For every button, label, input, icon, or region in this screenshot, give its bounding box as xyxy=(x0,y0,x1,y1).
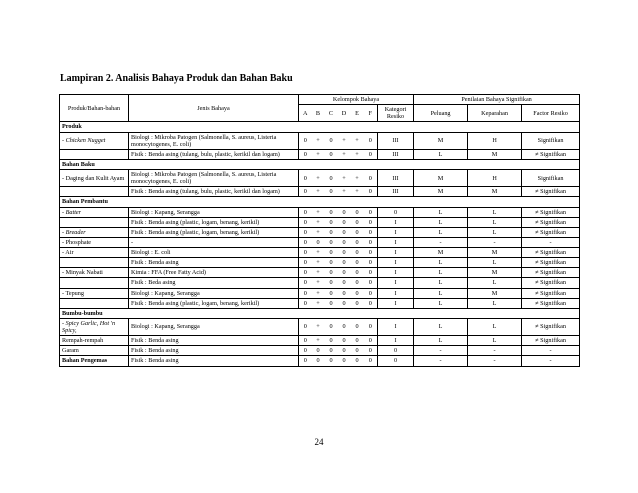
header-assessment: Penilaian Bahaya Signifikan xyxy=(414,95,580,105)
hazard-group-b: + xyxy=(312,298,325,308)
hazard-group-e: 0 xyxy=(351,258,364,268)
hazard-group-f: 0 xyxy=(364,346,378,356)
section-row xyxy=(60,197,580,207)
severity-cell: - xyxy=(468,237,522,247)
hazard-group-a: 0 xyxy=(299,288,312,298)
hazard-group-d: 0 xyxy=(338,288,351,298)
hazard-cell: Fisik : Benda asing xyxy=(129,258,299,268)
hazard-group-d: + xyxy=(338,170,351,187)
table-row xyxy=(60,132,580,149)
product-cell: - Daging dan Kulit Ayam xyxy=(60,170,129,187)
chance-cell: L xyxy=(414,288,468,298)
table-row xyxy=(60,298,580,308)
chance-cell: M xyxy=(414,132,468,149)
hazard-group-c: 0 xyxy=(325,258,338,268)
severity-cell: - xyxy=(468,346,522,356)
risk-cell: - xyxy=(522,237,580,247)
hazard-group-d: + xyxy=(338,132,351,149)
page-title: Lampiran 2. Analisis Bahaya Produk dan Bahan Baku xyxy=(60,73,293,84)
risk-cell: ≠ Signifikan xyxy=(522,318,580,335)
table-row xyxy=(60,237,580,247)
hazard-group-e: 0 xyxy=(351,268,364,278)
hazard-group-e: 0 xyxy=(351,346,364,356)
hazard-group-f: 0 xyxy=(364,288,378,298)
category-cell: 0 xyxy=(378,207,414,217)
table-row xyxy=(60,248,580,258)
chance-cell: L xyxy=(414,207,468,217)
product-cell: - Minyak Nabati xyxy=(60,268,129,278)
hazard-group-a: 0 xyxy=(299,227,312,237)
risk-cell: Signifikan xyxy=(522,132,580,149)
hazard-group-d: 0 xyxy=(338,336,351,346)
hazard-cell: Fisik : Benda asing (plastic, logam, benang, kerikil) xyxy=(129,217,299,227)
hazard-cell: - xyxy=(129,237,299,247)
header-product: Produk/Bahan-bahan xyxy=(60,95,129,122)
hazard-group-a: 0 xyxy=(299,356,312,366)
risk-cell: ≠ Signifikan xyxy=(522,187,580,197)
chance-cell: L xyxy=(414,227,468,237)
hazard-cell: Biologi : Kapang, Serangga xyxy=(129,207,299,217)
hazard-analysis-table xyxy=(59,94,580,367)
hazard-group-c: 0 xyxy=(325,227,338,237)
hazard-group-a: 0 xyxy=(299,298,312,308)
hazard-group-a: 0 xyxy=(299,207,312,217)
hazard-group-c: 0 xyxy=(325,187,338,197)
hazard-group-b: 0 xyxy=(312,356,325,366)
header-severity: Keparahan xyxy=(468,105,522,122)
section-heading: Produk xyxy=(60,122,580,132)
category-cell: I xyxy=(378,336,414,346)
risk-cell: - xyxy=(522,356,580,366)
chance-cell: - xyxy=(414,237,468,247)
chance-cell: L xyxy=(414,278,468,288)
section-row xyxy=(60,122,580,132)
hazard-group-a: 0 xyxy=(299,318,312,335)
chance-cell: - xyxy=(414,346,468,356)
header-risk-factor: Factor Resiko xyxy=(522,105,580,122)
category-cell: I xyxy=(378,268,414,278)
hazard-group-e: 0 xyxy=(351,298,364,308)
hazard-group-b: + xyxy=(312,170,325,187)
header-hazard-type: Jenis Bahaya xyxy=(129,95,299,122)
category-cell: I xyxy=(378,258,414,268)
hazard-group-b: + xyxy=(312,288,325,298)
category-cell: I xyxy=(378,318,414,335)
category-cell: III xyxy=(378,187,414,197)
hazard-group-a: 0 xyxy=(299,248,312,258)
hazard-group-a: 0 xyxy=(299,237,312,247)
hazard-group-d: 0 xyxy=(338,318,351,335)
risk-cell: ≠ Signifikan xyxy=(522,268,580,278)
product-cell: - Phosphate xyxy=(60,237,129,247)
hazard-group-d: 0 xyxy=(338,356,351,366)
severity-cell: M xyxy=(468,248,522,258)
category-cell: I xyxy=(378,217,414,227)
section-row xyxy=(60,159,580,169)
table-row xyxy=(60,288,580,298)
section-heading: Bahan Baku xyxy=(60,159,580,169)
product-cell xyxy=(60,298,129,308)
hazard-group-c: 0 xyxy=(325,217,338,227)
chance-cell: L xyxy=(414,258,468,268)
product-cell xyxy=(60,217,129,227)
chance-cell: L xyxy=(414,149,468,159)
category-cell: I xyxy=(378,278,414,288)
chance-cell: L xyxy=(414,217,468,227)
hazard-group-c: 0 xyxy=(325,298,338,308)
category-cell: 0 xyxy=(378,346,414,356)
hazard-group-f: 0 xyxy=(364,227,378,237)
severity-cell: - xyxy=(468,356,522,366)
hazard-cell: Fisik : Beda asing xyxy=(129,278,299,288)
hazard-group-e: 0 xyxy=(351,237,364,247)
hazard-group-a: 0 xyxy=(299,278,312,288)
hazard-group-e: 0 xyxy=(351,278,364,288)
product-cell: - Batter xyxy=(60,207,129,217)
header-letter-c: C xyxy=(325,105,338,122)
risk-cell: ≠ Signifikan xyxy=(522,227,580,237)
hazard-group-f: 0 xyxy=(364,268,378,278)
hazard-group-a: 0 xyxy=(299,336,312,346)
severity-cell: L xyxy=(468,207,522,217)
hazard-group-d: 0 xyxy=(338,346,351,356)
chance-cell: L xyxy=(414,336,468,346)
hazard-group-d: + xyxy=(338,149,351,159)
hazard-group-d: 0 xyxy=(338,268,351,278)
hazard-cell: Fisik : Benda asing xyxy=(129,356,299,366)
header-letter-e: E xyxy=(351,105,364,122)
hazard-group-c: 0 xyxy=(325,170,338,187)
hazard-group-d: 0 xyxy=(338,278,351,288)
category-cell: I xyxy=(378,298,414,308)
product-cell xyxy=(60,278,129,288)
risk-cell: ≠ Signifikan xyxy=(522,248,580,258)
severity-cell: H xyxy=(468,132,522,149)
header-category: Kategori Resiko xyxy=(378,105,414,122)
hazard-group-e: 0 xyxy=(351,217,364,227)
table-row xyxy=(60,268,580,278)
hazard-group-c: 0 xyxy=(325,268,338,278)
hazard-group-b: + xyxy=(312,278,325,288)
hazard-cell: Biologi : E. coli xyxy=(129,248,299,258)
hazard-group-c: 0 xyxy=(325,237,338,247)
risk-cell: ≠ Signifikan xyxy=(522,207,580,217)
hazard-group-a: 0 xyxy=(299,187,312,197)
hazard-group-d: 0 xyxy=(338,227,351,237)
hazard-group-e: 0 xyxy=(351,288,364,298)
hazard-group-b: + xyxy=(312,268,325,278)
product-cell: Garam xyxy=(60,346,129,356)
risk-cell: Signifikan xyxy=(522,170,580,187)
severity-cell: L xyxy=(468,336,522,346)
risk-cell: - xyxy=(522,346,580,356)
hazard-group-d: 0 xyxy=(338,237,351,247)
table-row xyxy=(60,170,580,187)
hazard-group-f: 0 xyxy=(364,149,378,159)
table-row xyxy=(60,187,580,197)
severity-cell: H xyxy=(468,170,522,187)
severity-cell: L xyxy=(468,258,522,268)
table-row xyxy=(60,217,580,227)
severity-cell: M xyxy=(468,288,522,298)
hazard-group-c: 0 xyxy=(325,132,338,149)
chance-cell: M xyxy=(414,187,468,197)
hazard-group-c: 0 xyxy=(325,207,338,217)
chance-cell: L xyxy=(414,318,468,335)
hazard-group-d: + xyxy=(338,187,351,197)
hazard-cell: Fisik : Benda asing (plastic, logam, benang, kerikil) xyxy=(129,298,299,308)
hazard-group-a: 0 xyxy=(299,217,312,227)
hazard-group-d: 0 xyxy=(338,248,351,258)
chance-cell: M xyxy=(414,248,468,258)
section-row xyxy=(60,308,580,318)
product-cell xyxy=(60,187,129,197)
hazard-group-b: + xyxy=(312,248,325,258)
hazard-group-b: 0 xyxy=(312,237,325,247)
hazard-group-b: + xyxy=(312,132,325,149)
severity-cell: L xyxy=(468,217,522,227)
hazard-group-f: 0 xyxy=(364,298,378,308)
hazard-group-d: 0 xyxy=(338,298,351,308)
hazard-group-b: + xyxy=(312,217,325,227)
hazard-group-c: 0 xyxy=(325,288,338,298)
hazard-cell: Fisik : Benda asing (tulang, bulu, plastic, kerikil dan logam) xyxy=(129,187,299,197)
category-cell: I xyxy=(378,237,414,247)
severity-cell: L xyxy=(468,278,522,288)
hazard-group-e: + xyxy=(351,187,364,197)
product-cell: Rempah-rempah xyxy=(60,336,129,346)
chance-cell: M xyxy=(414,170,468,187)
hazard-group-a: 0 xyxy=(299,149,312,159)
table-row xyxy=(60,149,580,159)
hazard-group-f: 0 xyxy=(364,217,378,227)
hazard-cell: Fisik : Benda asing xyxy=(129,346,299,356)
hazard-cell: Biologi : Mikroba Patogen (Salmonella, S. aureus, Listeria monocytogenes, E. coli) xyxy=(129,132,299,149)
chance-cell: L xyxy=(414,268,468,278)
table-row xyxy=(60,258,580,268)
hazard-group-b: + xyxy=(312,318,325,335)
product-cell: - Air xyxy=(60,248,129,258)
hazard-group-f: 0 xyxy=(364,318,378,335)
severity-cell: L xyxy=(468,318,522,335)
hazard-cell: Kimia : FFA (Free Fatty Acid) xyxy=(129,268,299,278)
product-cell xyxy=(60,258,129,268)
hazard-group-f: 0 xyxy=(364,336,378,346)
risk-cell: ≠ Signifikan xyxy=(522,217,580,227)
table-row xyxy=(60,346,580,356)
hazard-group-f: 0 xyxy=(364,187,378,197)
table-row xyxy=(60,318,580,335)
hazard-group-c: 0 xyxy=(325,346,338,356)
hazard-group-b: + xyxy=(312,187,325,197)
hazard-cell: Biologi : Mikroba Patogen (Salmonella, S. aureus, Listeria monocytogenes, E. coli) xyxy=(129,170,299,187)
table-row xyxy=(60,278,580,288)
category-cell: I xyxy=(378,288,414,298)
hazard-group-b: + xyxy=(312,227,325,237)
severity-cell: L xyxy=(468,227,522,237)
risk-cell: ≠ Signifikan xyxy=(522,258,580,268)
product-cell: Bahan Pengemas xyxy=(60,356,129,366)
category-cell: 0 xyxy=(378,356,414,366)
hazard-group-d: 0 xyxy=(338,258,351,268)
hazard-group-f: 0 xyxy=(364,258,378,268)
hazard-group-e: + xyxy=(351,132,364,149)
hazard-group-e: 0 xyxy=(351,336,364,346)
hazard-group-a: 0 xyxy=(299,268,312,278)
product-cell: - Spicy Garlic, Hot 'n Spicy, xyxy=(60,318,129,335)
category-cell: I xyxy=(378,227,414,237)
risk-cell: ≠ Signifikan xyxy=(522,149,580,159)
category-cell: III xyxy=(378,170,414,187)
header-letter-b: B xyxy=(312,105,325,122)
hazard-group-f: 0 xyxy=(364,170,378,187)
hazard-group-b: + xyxy=(312,207,325,217)
hazard-group-d: 0 xyxy=(338,217,351,227)
hazard-group-f: 0 xyxy=(364,278,378,288)
risk-cell: ≠ Signifikan xyxy=(522,288,580,298)
header-hazard-group: Kelompok Bahaya xyxy=(299,95,414,105)
risk-cell: ≠ Signifikan xyxy=(522,278,580,288)
hazard-group-b: + xyxy=(312,149,325,159)
hazard-group-b: + xyxy=(312,336,325,346)
header-chance: Peluang xyxy=(414,105,468,122)
hazard-group-c: 0 xyxy=(325,248,338,258)
product-cell xyxy=(60,149,129,159)
risk-cell: ≠ Signifikan xyxy=(522,336,580,346)
category-cell: I xyxy=(378,248,414,258)
hazard-cell: Fisik : Benda asing (tulang, bulu, plastic, kerikil dan logam) xyxy=(129,149,299,159)
hazard-group-c: 0 xyxy=(325,278,338,288)
product-cell: - Breader xyxy=(60,227,129,237)
hazard-group-a: 0 xyxy=(299,170,312,187)
hazard-group-f: 0 xyxy=(364,356,378,366)
header-letter-a: A xyxy=(299,105,312,122)
table-row xyxy=(60,336,580,346)
hazard-cell: Biologi : Kapang, Serangga xyxy=(129,318,299,335)
product-cell: - Tepung xyxy=(60,288,129,298)
table-row xyxy=(60,207,580,217)
chance-cell: L xyxy=(414,298,468,308)
hazard-group-c: 0 xyxy=(325,356,338,366)
category-cell: III xyxy=(378,132,414,149)
hazard-group-e: + xyxy=(351,170,364,187)
hazard-group-c: 0 xyxy=(325,336,338,346)
header-letter-f: F xyxy=(364,105,378,122)
hazard-group-b: + xyxy=(312,258,325,268)
table-row xyxy=(60,356,580,366)
chance-cell: - xyxy=(414,356,468,366)
category-cell: III xyxy=(378,149,414,159)
severity-cell: L xyxy=(468,298,522,308)
section-heading: Bumbu-bumbu xyxy=(60,308,580,318)
severity-cell: M xyxy=(468,187,522,197)
severity-cell: M xyxy=(468,268,522,278)
severity-cell: M xyxy=(468,149,522,159)
hazard-cell: Biologi : Kapang, Serangga xyxy=(129,288,299,298)
hazard-group-e: 0 xyxy=(351,207,364,217)
hazard-group-e: 0 xyxy=(351,248,364,258)
hazard-cell: Fisik : Benda asing xyxy=(129,336,299,346)
hazard-group-e: 0 xyxy=(351,318,364,335)
hazard-group-e: 0 xyxy=(351,356,364,366)
hazard-group-e: 0 xyxy=(351,227,364,237)
hazard-group-b: 0 xyxy=(312,346,325,356)
hazard-group-f: 0 xyxy=(364,207,378,217)
section-heading: Bahan Pembantu xyxy=(60,197,580,207)
hazard-group-a: 0 xyxy=(299,346,312,356)
hazard-group-c: 0 xyxy=(325,318,338,335)
hazard-group-f: 0 xyxy=(364,132,378,149)
table-row xyxy=(60,227,580,237)
hazard-cell: Fisik : Benda asing (plastic, logam, benang, kerikil) xyxy=(129,227,299,237)
hazard-group-f: 0 xyxy=(364,237,378,247)
risk-cell: ≠ Signifikan xyxy=(522,298,580,308)
hazard-group-d: 0 xyxy=(338,207,351,217)
header-letter-d: D xyxy=(338,105,351,122)
hazard-group-c: 0 xyxy=(325,149,338,159)
hazard-group-f: 0 xyxy=(364,248,378,258)
hazard-group-a: 0 xyxy=(299,258,312,268)
product-cell: - Chicken Nugget xyxy=(60,132,129,149)
hazard-group-a: 0 xyxy=(299,132,312,149)
page-number: 24 xyxy=(314,437,324,447)
hazard-group-e: + xyxy=(351,149,364,159)
